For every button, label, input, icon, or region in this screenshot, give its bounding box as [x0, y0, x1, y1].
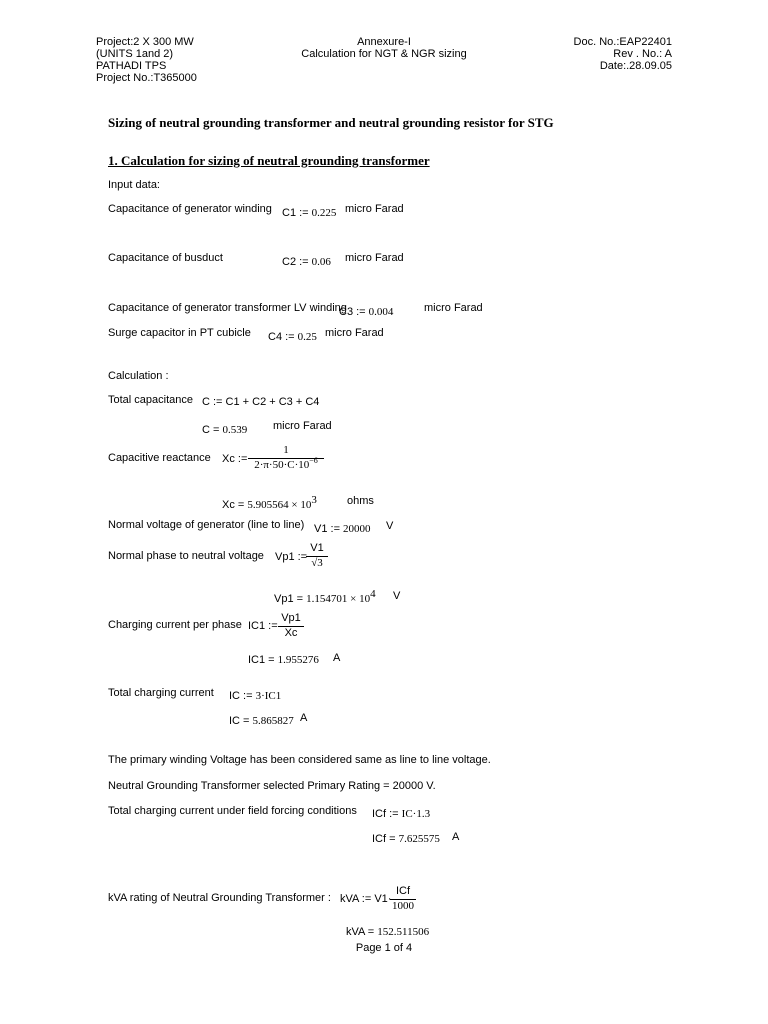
- section-heading: 1. Calculation for sizing of neutral grounding transformer: [108, 153, 430, 168]
- total-cap-res-var: C =: [202, 424, 223, 436]
- vp1-denominator: [306, 557, 328, 570]
- kva-result: [346, 924, 429, 939]
- icf-res-var: ICf =: [372, 833, 399, 845]
- ic-label: Total charging current: [108, 687, 214, 699]
- vp1-unit: V: [393, 590, 401, 602]
- header-project: Project:2 X 300 MW: [96, 36, 194, 48]
- total-cap-unit: micro Farad: [273, 420, 332, 432]
- c1-var: C1 :=: [282, 207, 312, 219]
- ic-res-var: IC =: [229, 715, 253, 727]
- total-cap-result: [202, 422, 247, 437]
- vp1-result: [274, 588, 376, 606]
- ic1-label: Charging current per phase: [108, 619, 242, 631]
- ic-expr: 3·IC1: [255, 690, 282, 702]
- ic1-var: IC1 :=: [248, 620, 278, 632]
- ic1-numerator: Vp1: [281, 612, 301, 624]
- xc-denominator: [248, 456, 324, 472]
- header-project-no: Project No.:T365000: [96, 72, 197, 84]
- c3-var: C3 :=: [339, 306, 369, 318]
- icf-unit: A: [452, 831, 460, 843]
- header-rev-no: Rev . No.: A: [613, 48, 672, 60]
- v1-label: Normal voltage of generator (line to line): [108, 519, 305, 531]
- vp1-den-value: 3: [317, 557, 323, 569]
- c1-value: 0.225: [311, 207, 337, 219]
- header-site: PATHADI TPS: [96, 60, 167, 72]
- ic1-res-value: 1.955276: [277, 654, 319, 666]
- c3-equation: [339, 304, 393, 319]
- total-cap-res-value: 0.539: [222, 424, 248, 436]
- c3-unit: micro Farad: [424, 302, 483, 314]
- ic-result: [229, 713, 294, 728]
- xc-numerator: 1: [283, 444, 289, 456]
- vp1-res-var: Vp1 =: [274, 593, 307, 605]
- c2-unit: micro Farad: [345, 252, 404, 264]
- xc-label: Capacitive reactance: [108, 452, 211, 464]
- v1-var: V1 :=: [314, 523, 344, 535]
- v1-unit: V: [386, 520, 394, 532]
- icf-var: ICf :=: [372, 808, 402, 820]
- note-primary-voltage: The primary winding Voltage has been considered same as line to line voltage.: [108, 754, 491, 766]
- total-cap-expression: C := C1 + C2 + C3 + C4: [202, 396, 320, 408]
- header-date: Date:.28.09.05: [599, 60, 672, 72]
- header-units: (UNITS 1and 2): [96, 48, 174, 60]
- ic1-res-var: IC1 =: [248, 654, 278, 666]
- kva-label: kVA rating of Neutral Grounding Transformer :: [108, 892, 331, 904]
- xc-result: [222, 494, 317, 512]
- c4-label: Surge capacitor in PT cubicle: [108, 327, 251, 339]
- c1-unit: micro Farad: [345, 203, 404, 215]
- note-ngt-rating: Neutral Grounding Transformer selected Primary Rating = 20000 V.: [108, 780, 436, 792]
- xc-res-exp: 3: [311, 494, 317, 506]
- xc-var: Xc :=: [222, 453, 248, 465]
- header-annexure: Annexure-I: [357, 36, 411, 48]
- xc-den-exp: −6: [309, 456, 318, 465]
- vp1-res-exp: 4: [370, 588, 376, 600]
- xc-den-base: 2·π·50·C·10: [254, 459, 310, 471]
- xc-res-value: 5.905564 × 10: [247, 499, 312, 511]
- c2-equation: [282, 254, 331, 269]
- v1-equation: [314, 521, 371, 536]
- ic-res-value: 5.865827: [252, 715, 294, 727]
- c2-label: Capacitance of busduct: [108, 252, 223, 264]
- icf-result: [372, 831, 440, 846]
- ic-var: IC :=: [229, 690, 256, 702]
- kva-res-var: kVA =: [346, 926, 378, 938]
- vp1-label: Normal phase to neutral voltage: [108, 550, 264, 562]
- c4-unit: micro Farad: [325, 327, 384, 339]
- c2-value: 0.06: [311, 256, 331, 268]
- ic-equation: [229, 688, 281, 703]
- vp1-numerator: V1: [310, 542, 324, 554]
- xc-res-var: Xc =: [222, 499, 248, 511]
- c2-var: C2 :=: [282, 256, 312, 268]
- c4-value: 0.25: [297, 331, 317, 343]
- c4-equation: [268, 329, 317, 344]
- icf-expr: IC·1.3: [401, 808, 431, 820]
- header-calc-title: Calculation for NGT & NGR sizing: [301, 48, 467, 60]
- c4-var: C4 :=: [268, 331, 298, 343]
- kva-fraction: [390, 885, 416, 913]
- document-title: Sizing of neutral grounding transformer and neutral grounding resistor for STG: [108, 115, 554, 130]
- xc-unit: ohms: [347, 495, 374, 507]
- sqrt-icon: √: [311, 557, 318, 569]
- vp1-fraction: [306, 542, 328, 570]
- vp1-var: Vp1 :=: [275, 551, 308, 563]
- kva-numerator: ICf: [395, 885, 411, 897]
- v1-value: 20000: [343, 523, 371, 535]
- c3-label: Capacitance of generator transformer LV winding: [108, 302, 347, 314]
- icf-res-value: 7.625575: [398, 833, 440, 845]
- header-doc-no: Doc. No.:EAP22401: [573, 36, 672, 48]
- calculation-label: Calculation :: [108, 370, 169, 382]
- ic1-fraction: [278, 612, 304, 640]
- page-number: Page 1 of 4: [355, 942, 413, 954]
- icf-equation: [372, 806, 430, 821]
- ic1-unit: A: [333, 652, 341, 664]
- xc-fraction: [248, 444, 324, 472]
- total-cap-label: Total capacitance: [108, 394, 193, 406]
- input-data-label: Input data:: [108, 179, 160, 191]
- kva-res-value: 152.511506: [377, 926, 430, 938]
- ic1-denominator: Xc: [284, 627, 298, 639]
- ic-unit: A: [300, 712, 308, 724]
- ic1-result: [248, 652, 319, 667]
- c1-label: Capacitance of generator winding: [108, 203, 272, 215]
- vp1-res-value: 1.154701 × 10: [306, 593, 371, 605]
- icf-label: Total charging current under field forcing conditions: [108, 805, 357, 817]
- kva-var: kVA := V1·: [340, 893, 392, 905]
- c3-value: 0.004: [368, 306, 394, 318]
- c1-equation: [282, 205, 336, 220]
- kva-denominator: 1000: [392, 900, 414, 912]
